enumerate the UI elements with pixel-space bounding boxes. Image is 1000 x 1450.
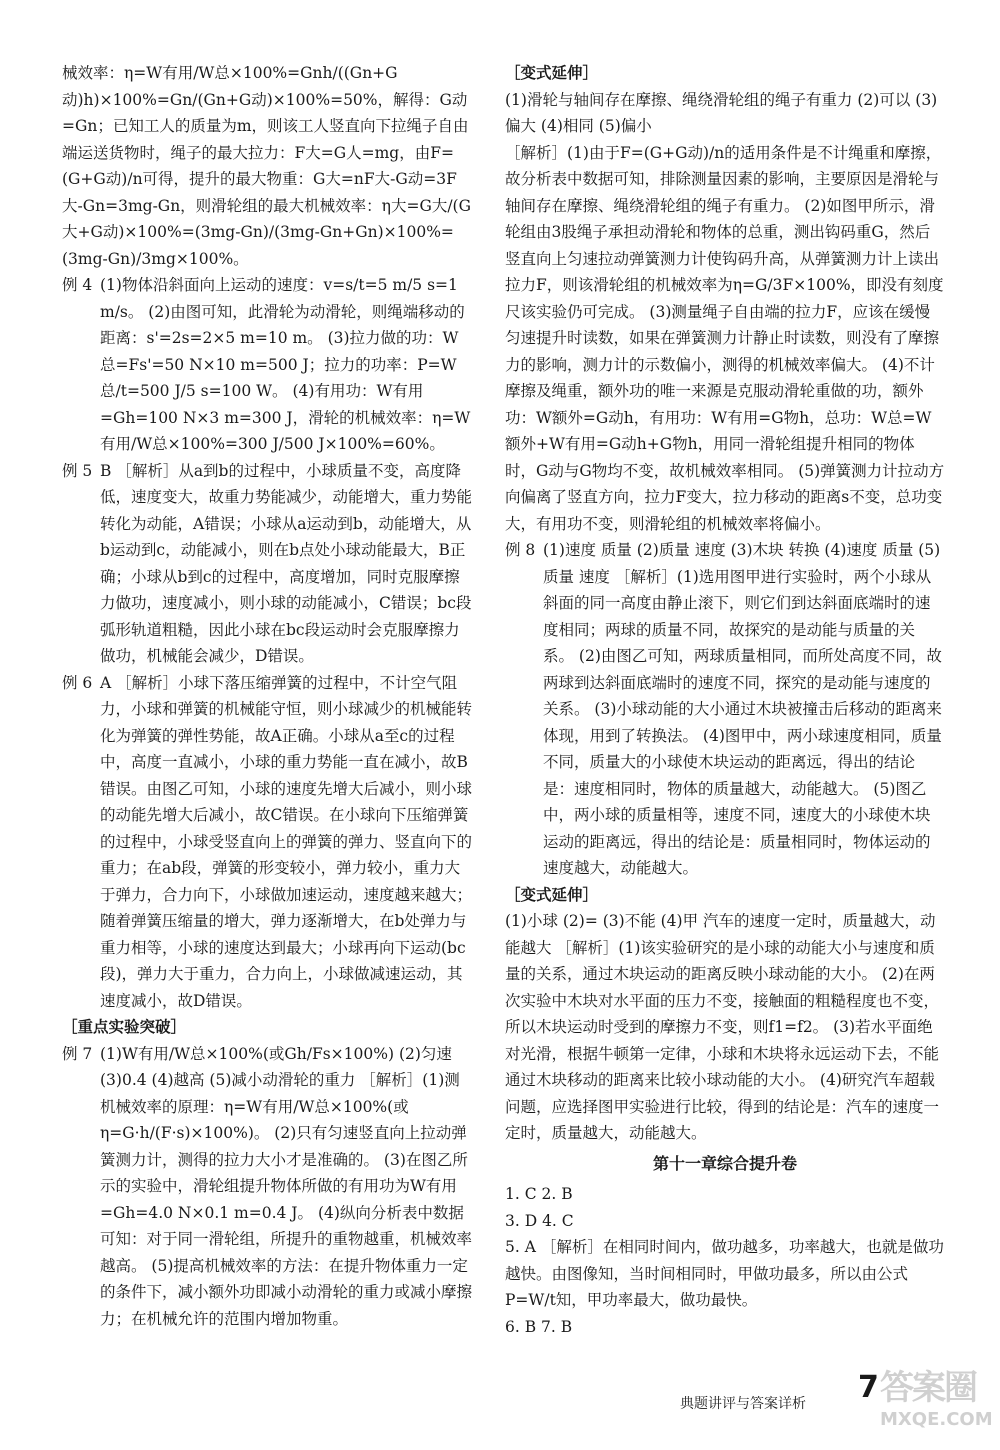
example-text: A ［解析］小球下落压缩弹簧的过程中，不计空气阻力，小球和弹簧的机械能守恒，则小球减少的机械能转化为弹簧的弹性势能，故A正确。小球从a至c的过程中，高度一直减小，小球的重力势能一直在减小，故B错误。由图乙可知，小球的速度先增大后减小，则小球的动能先增大后减小，故C错误。在小球向下压缩弹簧的过程中，小球受竖直向上的弹簧的弹力、竖直向下的重力；在ab段，弹簧的形变较小，弹力较小，重力大于弹力，合力向下，小球做加速运动，速度越来越大；随着弹簧压缩量的增大，弹力逐渐增大，在b处弹力与重力相等，小球的速度达到最大；小球再向下运动(bc段)，弹力大于重力，合力向上，小球做减速运动，其速度减小，故D错误。 [100, 673, 473, 1010]
example-label: 例 4 [62, 276, 93, 294]
example-block [62, 458, 472, 670]
example-label: 例 8 [505, 541, 536, 559]
right-column [505, 60, 945, 1340]
paragraph: 1. C 2. B [505, 1185, 573, 1203]
example-label: 例 5 [62, 461, 93, 480]
example-block [62, 1041, 472, 1333]
section-heading: ［变式延伸］ [505, 64, 599, 82]
paragraph: (1)滑轮与轴间存在摩擦、绳绕滑轮组的绳子有重力 (2)可以 (3)偏大 (4)相同 (5)偏小 [505, 90, 938, 135]
example-block [62, 272, 472, 458]
left-column [62, 60, 472, 1332]
example-text: B ［解析］从a到b的过程中，小球质量不变，高度降低，速度变大，故重力势能减少，动能增大，重力势能转化为动能，A错误；小球从a运动到b，动能增大，从b运动到c，动能减小，则在b点处小球动能最大，B正确；小球从b到c的过程中，高度增加，同时克服摩擦力做功，速度减小，则小球的动能减小，C错误；bc段弧形轨道粗糙，因此小球在bc段运动时会克服摩擦力做功，机械能会减少，D错误。 [100, 461, 473, 665]
section-heading: ［变式延伸］ [505, 885, 599, 904]
footer-title: 典题讲评与答案详析 [680, 1396, 806, 1412]
paragraph: 6. B 7. B [505, 1317, 573, 1336]
example-text: (1)物体沿斜面向上运动的速度：v=s/t=5 m/5 s=1 m/s。 (2)由图可知，此滑轮为动滑轮，则绳端移动的距离：s'=2s=2×5 m=10 m。 (3)拉力做的功：W总=Fs'=50 N×10 m=500 J；拉力的功率：P=W总/t=500 J/5 s=100 W。 (4)有用功：W有用=Gh=100 N×3 m=300 J，滑轮的机械效率：η=W有用/W总×100%=300 J/500 J×100%=60%。 [100, 276, 471, 453]
example-text: (1)W有用/W总×100%(或Gh/Fs×100%) (2)匀速 (3)0.4 (4)越高 (5)减小动滑轮的重力 ［解析］(1)测机械效率的原理：η=W有用/W总×100%(或η=G·h/(F·s)×100%)。 (2)只有匀速竖直向上拉动弹簧测力计，测得的拉力大小才是准确的。 (3)在图乙所示的实验中，滑轮组提升物体所做的有用功为W有用=Gh=4.0 N×0.1 m=0.4 J。 (4)纵向分析表中数据可知：对于同一滑轮组，所提升的重物越重，机械效率越高。 (5)提高机械效率的方法：在提升物体重力一定的条件下，减小额外功即减小动滑轮的重力或减小摩擦力；在机械允许的范围内增加物重。 [100, 1044, 473, 1328]
watermark-en: MXQE.COM [880, 1409, 993, 1430]
page-number: 7 [858, 1370, 879, 1405]
example-block [505, 537, 945, 882]
paragraph: (1)小球 (2)= (3)不能 (4)甲 汽车的速度一定时，质量越大，动能越大 ［解析］(1)该实验研究的是小球的动能大小与速度和质量的关系，通过木块运动的距离反映小球动能的大小。 (2)在两次实验中木块对水平面的压力不变，接触面的粗糙程度也不变，所以木块运动时受到的摩擦力不变，则f1=f2。 (3)若水平面绝对光滑，根据牛顿第一定律，小球和木块将永远运动下去，不能通过木块移动的距离来比较小球动能的大小。 (4)研究汽车超载问题，应选择图甲实验进行比较，得到的结论是：汽车的速度一定时，质量越大，动能越大。 [505, 912, 940, 1142]
example-text: (1)速度 质量 (2)质量 速度 (3)木块 转换 (4)速度 质量 (5)质量 速度 ［解析］(1)选用图甲进行实验时，两个小球从斜面的同一高度由静止滚下，则它们到达斜面底端时的速度相同；两球的质量不同，故探究的是动能与质量的关系。 (2)由图乙可知，两球质量相同，而所处高度不同，故两球到达斜面底端时的速度不同，探究的是动能与速度的关系。 (3)小球动能的大小通过木块被撞击后移动的距离来体现，用到了转换法。 (4)图甲中，两小球速度相同，质量不同，质量大的小球使木块运动的距离远，得出的结论是：速度相同时，物体的质量越大，动能越大。 (5)图乙中，两小球的质量相等，速度不同，速度大的小球使木块运动的距离远，得出的结论是：质量相同时，物体运动的速度越大，动能越大。 [543, 541, 942, 877]
watermark-cn: 答案圈 [880, 1368, 976, 1408]
paragraph: 3. D 4. C [505, 1211, 574, 1230]
example-label: 例 6 [62, 673, 93, 692]
watermark-logo [880, 1360, 992, 1444]
paragraph: 5. A ［解析］在相同时间内，做功越多，功率越大，也就是做功越快。由图像知，当时间相同时，甲做功最多，所以由公式P=W/t知，甲功率最大，做功最快。 [505, 1238, 944, 1309]
example-label: 例 7 [62, 1044, 93, 1063]
section-heading: ［重点实验突破］ [62, 1018, 187, 1036]
paragraph: 械效率：η=W有用/W总×100%=Gnh/((Gn+G动)h)×100%=Gn/(Gn+G动)×100%=50%，解得：G动=Gn；已知工人的质量为m，则该工人竖直向下拉绳子自由端运送货物时，绳子的最大拉力：F大=G人=mg，由F=(G+G动)/n可得，提升的最大物重：G大=nF大-G动=3F大-Gn=3mg-Gn，则滑轮组的最大机械效率：η大=G大/(G大+G动)×100%=(3mg-Gn)/(3mg-Gn+Gn)×100%=(3mg-Gn)/3mg×100%。 [62, 64, 471, 268]
chapter-heading: 第十一章综合提升卷 [652, 1153, 797, 1173]
example-block [62, 670, 472, 1015]
paragraph: ［解析］(1)由于F=(G+G动)/n的适用条件是不计绳重和摩擦，故分析表中数据可知，排除测量因素的影响，主要原因是滑轮与轴间存在摩擦、绳绕滑轮组的绳子有重力。 (2)如图甲所示，滑轮组由3股绳子承担动滑轮和物体的总重，测出钩码重G，然后竖直向上匀速拉动弹簧测力计使钩码升高，从弹簧测力计上读出拉力F，则该滑轮组的机械效率为η=G/3F×100%，即没有刻度尺该实验仍可完成。 (3)测量绳子自由端的拉力F，应该在缓慢匀速提升时读数，如果在弹簧测力计静止时读数，则没有了摩擦力的影响，测力计的示数偏小，测得的机械效率偏大。 (4)不计摩擦及绳重，额外功的唯一来源是克服动滑轮重做的功，额外功：W额外=G动h，有用功：W有用=G物h，总功：W总=W额外+W有用=G动h+G物h，用同一滑轮组提升相同的物体时，G动与G物均不变，故机械效率相同。 (5)弹簧测力计拉动方向偏离了竖直方向，拉力F变大，拉力移动的距离s不变，总功变大，有用功不变，则滑轮组的机械效率将偏小。 [505, 143, 945, 533]
